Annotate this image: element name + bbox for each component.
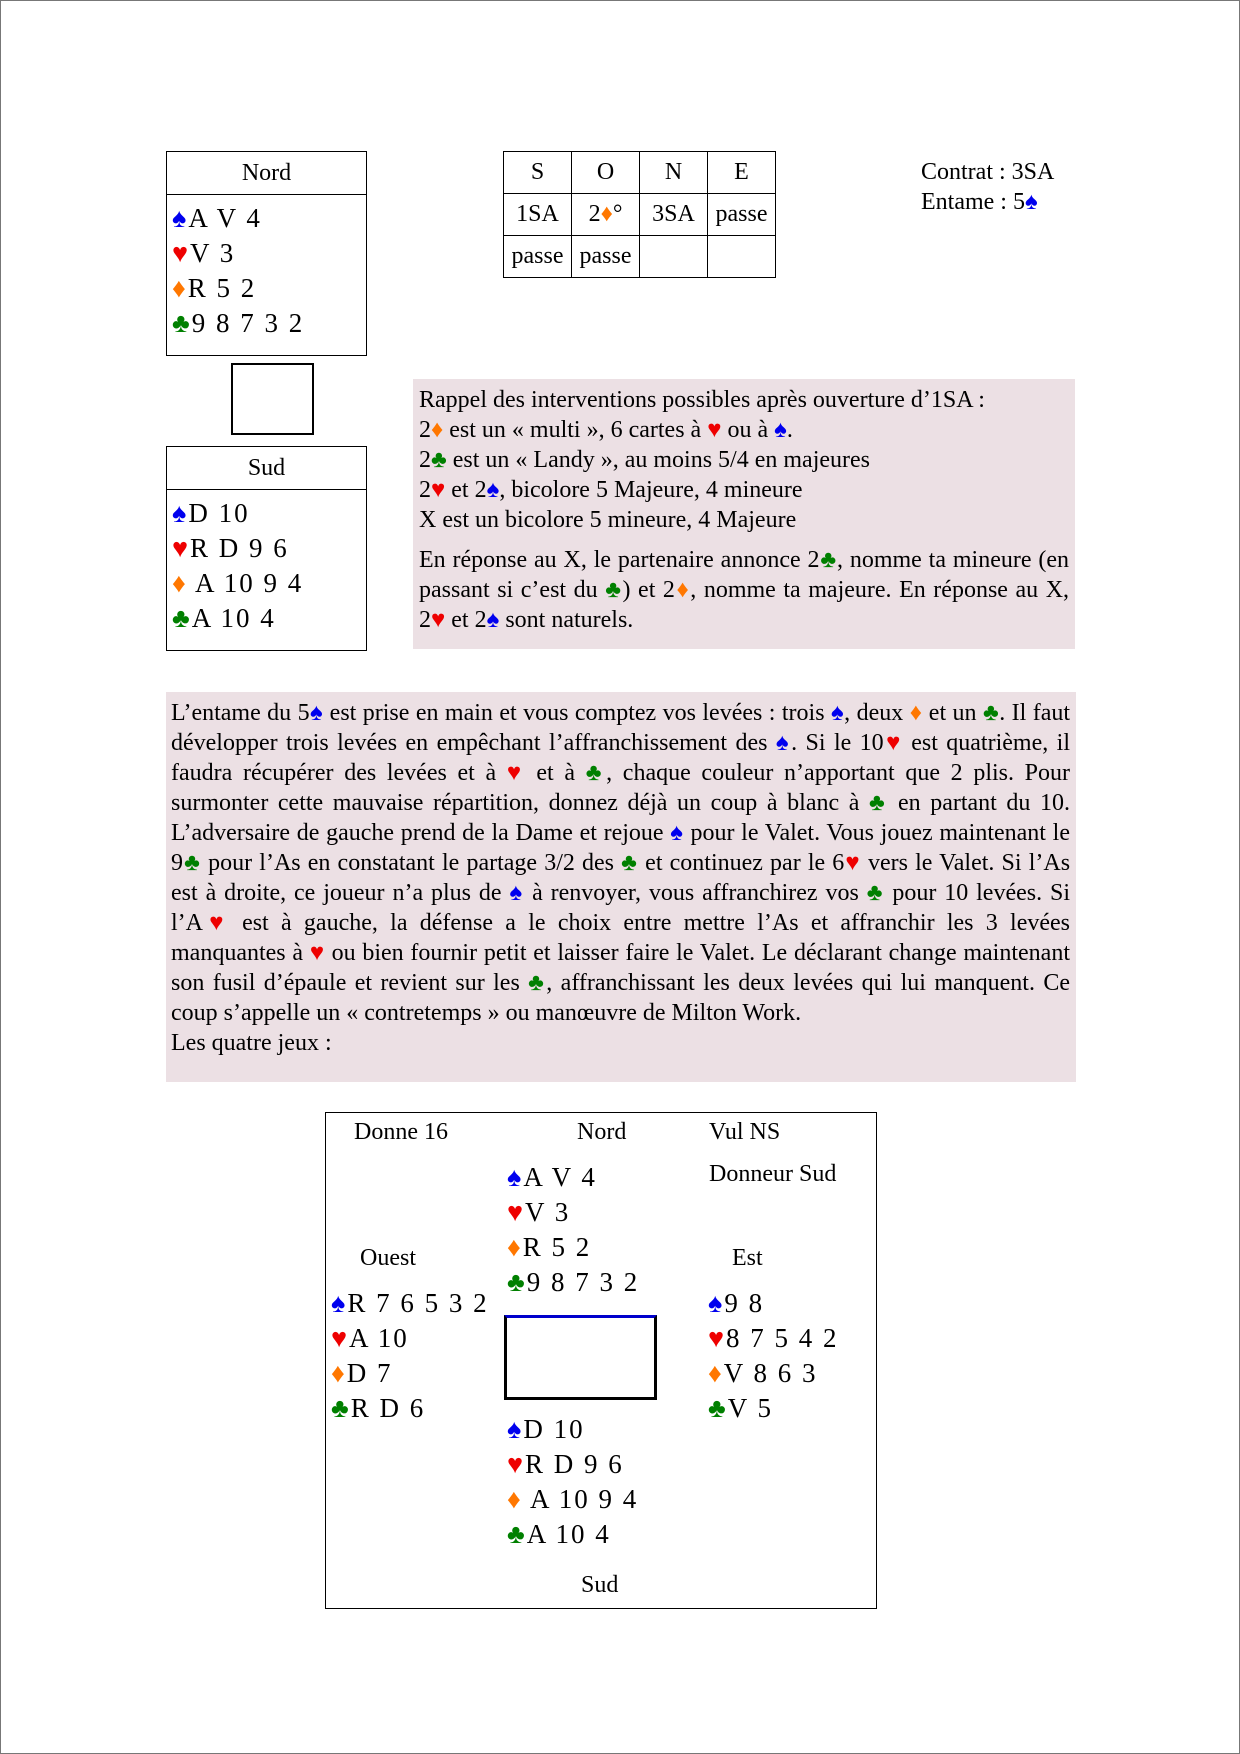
club-icon: ♣ [183, 850, 202, 876]
club-icon: ♣ [866, 880, 885, 906]
bid-cell [640, 236, 708, 278]
reminder-panel [413, 379, 1075, 649]
spade-icon: ♠ [172, 498, 189, 528]
heart-icon: ♥ [708, 1323, 727, 1353]
heart-icon: ♥ [309, 940, 325, 966]
dealer: Donneur Sud [709, 1161, 837, 1187]
west-label: Ouest [360, 1245, 416, 1271]
club-icon: ♣ [431, 447, 447, 473]
club-icon: ♣ [172, 603, 192, 633]
diamond-icon: ♦ [708, 1358, 724, 1388]
diamond-icon: ♦ [172, 273, 188, 303]
club-icon: ♣ [172, 308, 192, 338]
spade-icon: ♠ [509, 880, 525, 906]
deal-east-hand: ♠9 8 ♥8 7 5 4 2 ♦V 8 6 3 ♣V 5 [708, 1288, 839, 1423]
spade-icon: ♠ [309, 700, 324, 726]
diamond-icon: ♦ [507, 1484, 523, 1514]
club-icon: ♣ [528, 970, 547, 996]
analysis-text: L’entame du 5♠ est prise en main et vous comptez vos levées : trois ♠, deux ♦ et un ♣. Il faut développer trois levées en empêchant l’affranchissement des ♠. Si le 10♥ est quatrième, il faudra récupérer des levées et à ♥ et à ♣, chaque couleur n’apportant que 2 plis. Pour surmonter cette mauvaise répartition, donnez déjà un coup à blanc à ♣ en partant du 10. L’adversaire de gauche prend de la Dame et rejoue ♠ pour le Valet. Vous jouez maintenant le 9♣ pour l’As en constatant le partage 3/2 des ♣ et continuez par le 6♥ vers le Valet. Si l’As est à droite, ce joueur n’a plus de ♠ à renvoyer, vous affranchirez vos ♣ pour 10 levées. Si l’A♥ est à gauche, la défense a le choix entre mettre l’As et affranchir les 3 levées manquantes à ♥ ou bien fournir petit et laisser faire le Valet. Le déclarant change maintenant son fusil d’épaule et revient sur les ♣, affranchissant les deux levées qui lui manquent. Ce coup s’appelle un « contretemps » ou manœuvre de Milton Work. [171, 700, 1071, 1026]
reminder-line: 2♣ est un « Landy », au moins 5/4 en majeures [419, 447, 870, 473]
south-diamonds: ♦ A 10 9 4 [172, 568, 304, 598]
vulnerability: Vul NS [709, 1119, 781, 1145]
spade-icon: ♠ [507, 1162, 524, 1192]
reminder-line: 2♦ est un « multi », 6 cartes à ♥ ou à ♠. [419, 417, 793, 443]
club-icon: ♣ [868, 790, 889, 816]
analysis-closing: Les quatre jeux : [171, 1030, 332, 1056]
heart-icon: ♥ [507, 1449, 526, 1479]
south-hearts: ♥R D 9 6 [172, 533, 289, 563]
spade-icon: ♠ [486, 607, 500, 633]
spade-icon: ♠ [708, 1288, 725, 1318]
heart-icon: ♥ [506, 760, 526, 786]
deal-diagram [325, 1112, 877, 1609]
diamond-icon: ♦ [909, 700, 923, 726]
bid-header-o: O [572, 152, 640, 194]
bid-cell: passe [572, 236, 640, 278]
diamond-icon: ♦ [600, 201, 613, 227]
bid-header-e: E [708, 152, 776, 194]
north-hand-box [166, 151, 367, 356]
heart-icon: ♥ [203, 910, 230, 936]
deal-north-hand: ♠A V 4 ♥V 3 ♦R 5 2 ♣9 8 7 3 2 [507, 1162, 640, 1297]
spade-icon: ♠ [670, 820, 684, 846]
contract-line: Contrat : 3SA [921, 159, 1055, 185]
club-icon: ♣ [708, 1393, 728, 1423]
bid-header-n: N [640, 152, 708, 194]
spade-icon: ♠ [507, 1414, 524, 1444]
club-icon: ♣ [621, 850, 639, 876]
south-clubs: ♣A 10 4 [172, 603, 276, 633]
east-label: Est [732, 1245, 763, 1271]
north-hand-title: Nord [167, 152, 366, 195]
north-clubs: ♣9 8 7 3 2 [172, 308, 305, 338]
reminder-line: 2♥ et 2♠, bicolore 5 Majeure, 4 mineure [419, 477, 803, 503]
diamond-icon: ♦ [507, 1232, 523, 1262]
club-icon: ♣ [605, 577, 623, 603]
south-spades: ♠D 10 [172, 498, 250, 528]
table-square [231, 363, 314, 435]
club-icon: ♣ [507, 1267, 527, 1297]
diamond-icon: ♦ [172, 568, 188, 598]
reminder-line: X est un bicolore 5 mineure, 4 Majeure [419, 507, 797, 533]
heart-icon: ♥ [172, 533, 191, 563]
club-icon: ♣ [507, 1519, 527, 1549]
spade-icon: ♠ [774, 417, 787, 443]
spade-icon: ♠ [331, 1288, 348, 1318]
contract-info [921, 157, 1054, 217]
diamond-icon: ♦ [331, 1358, 347, 1388]
heart-icon: ♥ [331, 1323, 350, 1353]
spade-icon: ♠ [775, 730, 792, 756]
table-rectangle [504, 1315, 657, 1400]
reminder-paragraph: En réponse au X, le partenaire annonce 2♣, nomme ta mineure (en passant si c’est du ♣) et 2♦, nomme ta majeure. En réponse au X, 2♥ et 2♠ sont naturels. [419, 547, 1070, 633]
club-icon: ♣ [331, 1393, 351, 1423]
heart-icon: ♥ [431, 477, 446, 503]
north-diamonds: ♦R 5 2 [172, 273, 257, 303]
bid-cell: 2♦° [572, 194, 640, 236]
spade-icon: ♠ [486, 477, 500, 503]
bid-header-s: S [504, 152, 572, 194]
south-hand-title: Sud [167, 447, 366, 490]
heart-icon: ♥ [707, 417, 722, 443]
north-label: Nord [577, 1119, 627, 1145]
spade-icon: ♠ [172, 203, 189, 233]
diamond-icon: ♦ [431, 417, 444, 443]
spade-icon: ♠ [830, 700, 845, 726]
bid-cell: passe [708, 194, 776, 236]
north-hearts: ♥V 3 [172, 238, 236, 268]
diamond-icon: ♦ [674, 577, 691, 603]
club-icon: ♣ [819, 547, 837, 573]
heart-icon: ♥ [172, 238, 191, 268]
deal-west-hand: ♠R 7 6 5 3 2 ♥A 10 ♦D 7 ♣R D 6 [331, 1288, 489, 1423]
bid-cell: 3SA [640, 194, 708, 236]
deal-south-hand: ♠D 10 ♥R D 9 6 ♦ A 10 9 4 ♣A 10 4 [507, 1414, 639, 1549]
south-hand-box [166, 446, 367, 651]
heart-icon: ♥ [431, 607, 446, 633]
spade-icon: ♠ [1024, 189, 1038, 215]
lead-line: Entame : 5♠ [921, 189, 1038, 215]
bid-cell [708, 236, 776, 278]
bid-cell: passe [504, 236, 572, 278]
bidding-table [503, 151, 776, 278]
heart-icon: ♥ [507, 1197, 526, 1227]
reminder-title: Rappel des interventions possibles après ouverture d’1SA : [419, 387, 985, 413]
south-label: Sud [581, 1572, 619, 1598]
club-icon: ♣ [983, 700, 1000, 726]
heart-icon: ♥ [844, 850, 861, 876]
club-icon: ♣ [585, 760, 607, 786]
bid-cell: 1SA [504, 194, 572, 236]
deal-number: Donne 16 [354, 1119, 448, 1145]
north-spades: ♠A V 4 [172, 203, 262, 233]
heart-icon: ♥ [883, 730, 903, 756]
analysis-panel [166, 692, 1076, 1082]
